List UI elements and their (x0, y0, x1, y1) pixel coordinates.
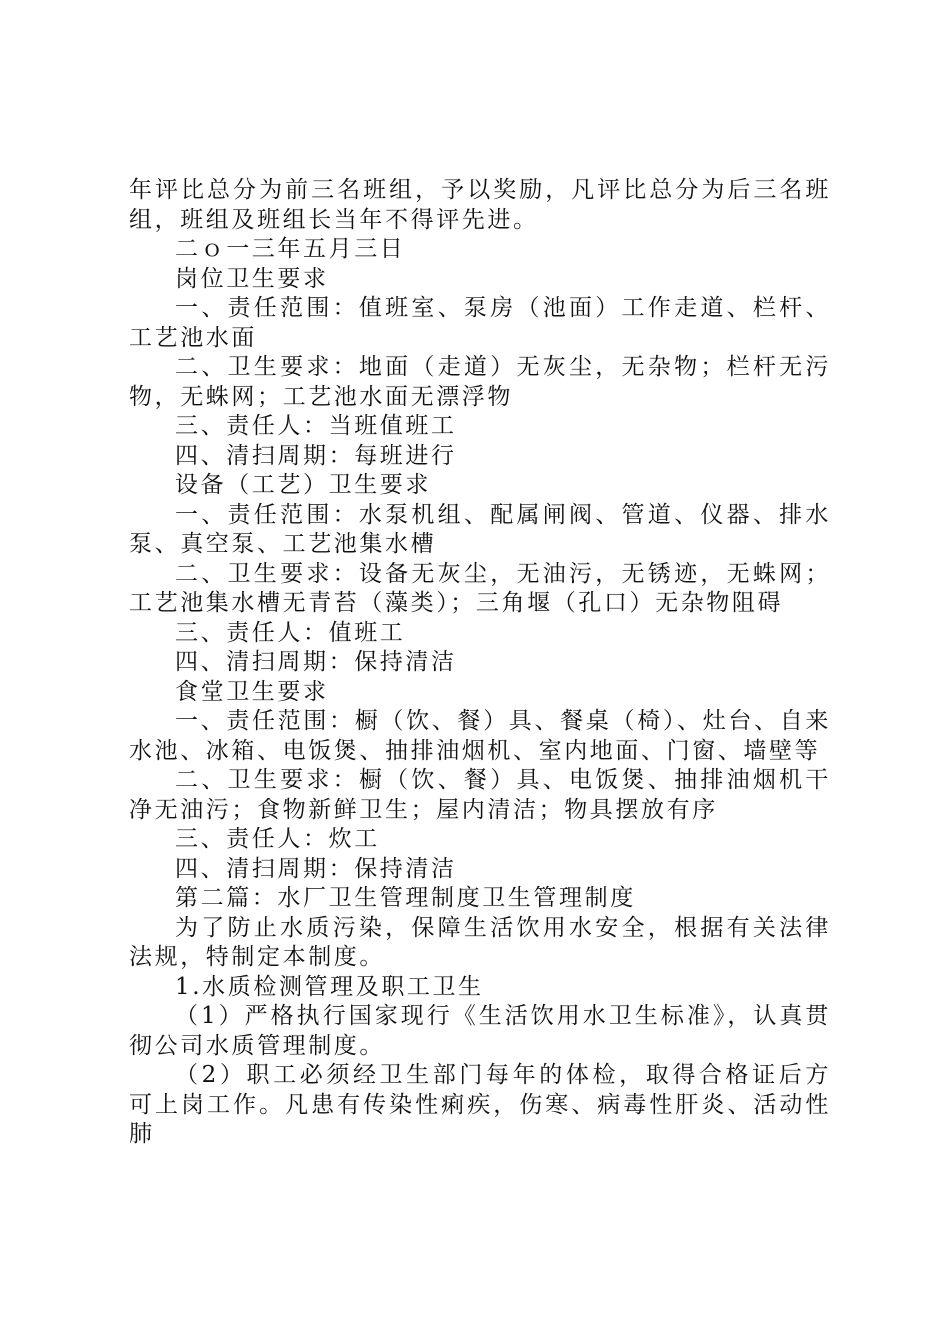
section-heading-equipment-hygiene: 设备（工艺）卫生要求 (175, 472, 431, 498)
paragraph-post-scope: 一、责任范围：值班室、泵房（池面）工作走道、栏杆、工艺池水面 (129, 295, 831, 351)
paragraph-canteen-responsible: 三、责任人：炊工 (175, 826, 380, 852)
paragraph-canteen-scope: 一、责任范围：橱（饮、餐）具、餐桌（椅）、灶台、自来水池、冰箱、电饭煲、抽排油烟机、室内地面、门窗、墙壁等 (129, 708, 831, 764)
paragraph-1: 年评比总分为前三名班组，予以奖励，凡评比总分为后三名班组，班组及班组长当年不得评先进。 (129, 177, 831, 233)
document-body (129, 176, 831, 1150)
paragraph-post-cycle: 四、清扫周期：每班进行 (175, 442, 457, 469)
paragraph-date: 二ｏ一三年五月三日 (175, 236, 406, 262)
paragraph-post-responsible: 三、责任人：当班值班工 (175, 413, 457, 439)
paragraph-purpose: 为了防止水质污染，保障生活饮用水安全，根据有关法律法规，特制定本制度。 (129, 914, 831, 970)
paragraph-canteen-cycle: 四、清扫周期：保持清洁 (175, 855, 457, 882)
section-heading-canteen-hygiene: 食堂卫生要求 (175, 678, 329, 705)
paragraph-equipment-requirements: 二、卫生要求：设备无灰尘，无油污，无锈迹，无蛛网；工艺池集水槽无青苔（藻类）；三角堰（孔口）无杂物阻碍 (129, 560, 831, 616)
paragraph-equipment-responsible: 三、责任人：值班工 (175, 619, 406, 646)
subheading-water-quality: 1.水质检测管理及职工卫生 (175, 973, 484, 1000)
paragraph-canteen-requirements: 二、卫生要求：橱（饮、餐）具、电饭煲、抽排油烟机干净无油污；食物新鲜卫生；屋内清洁；物具摆放有序 (129, 767, 831, 823)
paragraph-equipment-scope: 一、责任范围：水泵机组、配属闸阀、管道、仪器、排水泵、真空泵、工艺池集水槽 (129, 501, 831, 557)
chapter-heading-part-two: 第二篇：水厂卫生管理制度卫生管理制度 (175, 885, 636, 911)
paragraph-item-2: （2）职工必须经卫生部门每年的体检，取得合格证后方可上岗工作。凡患有传染性痢疾，伤寒、病毒性肝炎、活动性肺 (129, 1062, 831, 1147)
section-heading-post-hygiene: 岗位卫生要求 (175, 265, 329, 292)
paragraph-post-requirements: 二、卫生要求：地面（走道）无灰尘，无杂物；栏杆无污物，无蛛网；工艺池水面无漂浮物 (129, 354, 831, 410)
paragraph-equipment-cycle: 四、清扫周期：保持清洁 (175, 649, 457, 675)
paragraph-item-1: （1）严格执行国家现行《生活饮用水卫生标准》，认真贯彻公司水质管理制度。 (129, 1003, 831, 1059)
